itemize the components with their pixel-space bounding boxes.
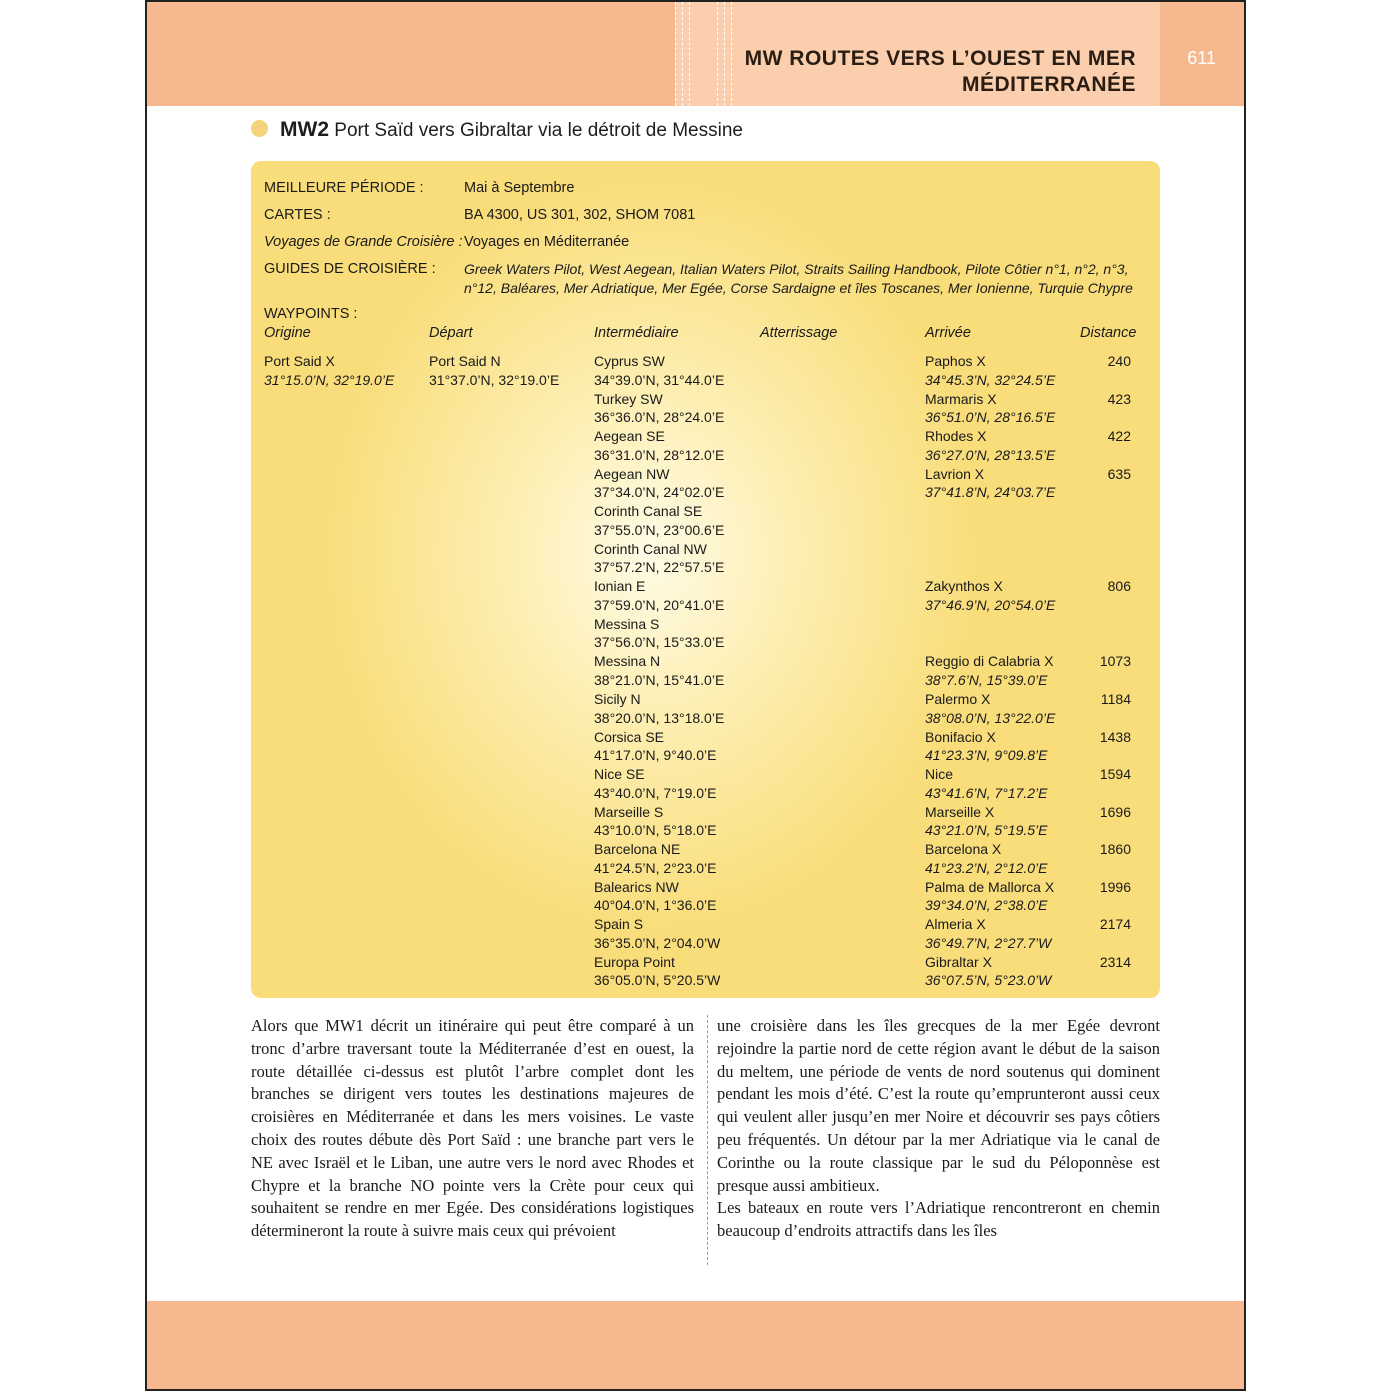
header-decor-line <box>682 2 683 106</box>
intermediate-name: Corinth Canal SE <box>594 503 703 520</box>
footer-band <box>147 1301 1244 1389</box>
arrival-distance: 1860 <box>1099 841 1131 858</box>
arrival-distance: 240 <box>1107 353 1131 369</box>
page-title: MW ROUTES VERS L’OUEST EN MER MÉDITERRANÉE <box>744 47 1136 96</box>
arrival-coord: 38°7.6’N, 15°39.0’E <box>925 672 1048 688</box>
intermediate-coord: 37°57.2’N, 22°57.5’E <box>594 559 725 576</box>
arrival-coord: 36°49.7’N, 2°27.7’W <box>925 934 1052 951</box>
intermediate-name: Spain S <box>594 916 644 933</box>
header-band <box>147 2 1244 106</box>
arrival-coord: 38°08.0’N, 13°22.0’E <box>925 709 1056 726</box>
body-paragraph: Alors que MW1 décrit un itinéraire qui peut être comparé à un tronc d’arbre traversant toute la Méditerranée d’est en ouest, la route détaillée ci-dessus est plutôt l’arbre complet dont les branches se dirigent vers toutes les destinations majeures de croisières en Méditerranée et dans les mers voisines. Le vaste choix des routes débute dès Port Saïd : une branche part vers le NE avec Israël et le Liban, une autre vers le nord avec Rhodes et Chypre et la branche NO pointe vers la Crète pour ceux qui souhaitent se rendre en mer Egée. Des considérations logistiques détermineront la route à suivre mais ceux qui prévoient <box>251 1016 694 1241</box>
arrival-name: Zakynthos X <box>925 578 1003 595</box>
intermediate-name: Messina N <box>594 653 661 670</box>
waypoints-title: WAYPOINTS : <box>264 306 358 322</box>
arrival-coord: 37°41.8’N, 24°03.7’E <box>925 484 1056 501</box>
departure-name: Port Said N <box>429 353 501 369</box>
col-head-arrival: Arrivée <box>925 325 971 341</box>
body-column-left <box>251 1015 694 1243</box>
intermediate-name: Marseille S <box>594 803 664 820</box>
intermediate-name: Barcelona NE <box>594 841 681 858</box>
intermediate-coord: 36°05.0’N, 5°20.5’W <box>594 972 721 989</box>
info-label: CARTES : <box>264 207 331 223</box>
arrival-name: Lavrion X <box>925 465 985 482</box>
intermediate-coord: 36°36.0’N, 28°24.0’E <box>594 409 725 426</box>
info-value: Voyages en Méditerranée <box>464 234 630 250</box>
intermediate-name: Sicily N <box>594 690 641 707</box>
arrival-name: Bonifacio X <box>925 728 996 745</box>
route-code: MW2 <box>280 118 329 141</box>
route-heading <box>251 118 743 142</box>
arrival-coord: 41°23.3’N, 9°09.8’E <box>925 747 1048 764</box>
intermediate-coord: 40°04.0’N, 1°36.0’E <box>594 897 717 914</box>
page-number: 611 <box>1187 48 1216 68</box>
arrival-distance: 423 <box>1107 390 1131 407</box>
arrival-coord: 36°07.5’N, 5°23.0’W <box>925 972 1052 989</box>
col-head-intermediate: Intermédiaire <box>594 325 679 341</box>
route-title: Port Saïd vers Gibraltar via le détroit de Messine <box>334 120 743 141</box>
intermediate-name: Aegean SE <box>594 428 665 445</box>
body-paragraph: Les bateaux en route vers l’Adriatique rencontreront en chemin beaucoup d’endroits attractifs dans les îles <box>717 1198 1160 1241</box>
info-label: Voyages de Grande Croisière : <box>264 234 463 250</box>
info-label: GUIDES DE CROISIÈRE : <box>264 261 436 277</box>
column-divider <box>707 1015 708 1265</box>
header-decor-line <box>675 2 676 106</box>
intermediate-coord: 41°17.0’N, 9°40.0’E <box>594 747 717 764</box>
arrival-distance: 806 <box>1107 578 1131 595</box>
arrival-distance: 422 <box>1107 428 1131 445</box>
arrival-name: Paphos X <box>925 353 986 369</box>
departure-coord: 31°37.0’N, 32°19.0’E <box>429 372 560 388</box>
intermediate-name: Aegean NW <box>594 465 670 482</box>
arrival-distance: 1996 <box>1099 878 1131 895</box>
arrival-name: Reggio di Calabria X <box>925 653 1054 670</box>
arrival-name: Palma de Mallorca X <box>925 878 1055 895</box>
intermediate-coord: 37°34.0’N, 24°02.0’E <box>594 484 725 501</box>
arrival-name: Palermo X <box>925 690 991 707</box>
arrival-coord: 43°21.0’N, 5°19.5’E <box>925 822 1048 839</box>
arrival-coord: 36°27.0’N, 28°13.5’E <box>925 446 1056 463</box>
arrival-name: Almeria X <box>925 916 986 933</box>
intermediate-name: Ionian E <box>594 578 646 595</box>
origin-coord: 31°15.0’N, 32°19.0’E <box>264 372 395 388</box>
arrival-distance: 1696 <box>1099 803 1131 820</box>
intermediate-coord: 41°24.5’N, 2°23.0’E <box>594 859 717 876</box>
intermediate-coord: 37°56.0’N, 15°33.0’E <box>594 634 725 651</box>
arrival-distance: 1073 <box>1099 653 1131 670</box>
arrival-distance: 2314 <box>1099 953 1131 970</box>
arrival-name: Gibraltar X <box>925 953 992 970</box>
intermediate-coord: 37°59.0’N, 20°41.0’E <box>594 596 725 613</box>
col-head-origin: Origine <box>264 325 311 341</box>
arrival-distance: 2174 <box>1099 916 1131 933</box>
intermediate-name: Nice SE <box>594 766 645 783</box>
intermediate-name: Europa Point <box>594 953 675 970</box>
intermediate-name: Corinth Canal NW <box>594 540 707 557</box>
body-paragraph: une croisière dans les îles grecques de la mer Egée devront rejoindre la partie nord de cette région avant le début de la saison du meltem, une période de vents de nord soutenus qui dominent pendant les mois d’été. C’est la route qu’emprunteront aussi ceux qui veulent aller jusqu’en mer Noire et découvrir ses pays côtiers peu fréquentés. Un détour par la mer Adriatique via le canal de Corinthe ou la route classique par le sud du Péloponnèse est presque aussi ambitieux. <box>717 1016 1160 1195</box>
arrival-distance: 1438 <box>1099 728 1131 745</box>
route-info-box <box>251 161 1160 998</box>
arrival-coord: 39°34.0’N, 2°38.0’E <box>925 897 1048 914</box>
col-head-departure: Départ <box>429 325 473 341</box>
intermediate-name: Corsica SE <box>594 728 665 745</box>
intermediate-name: Messina S <box>594 615 660 632</box>
arrival-coord: 36°51.0’N, 28°16.5’E <box>925 409 1056 426</box>
intermediate-coord: 43°10.0’N, 5°18.0’E <box>594 822 717 839</box>
arrival-coord: 37°46.9’N, 20°54.0’E <box>925 596 1056 613</box>
arrival-name: Marseille X <box>925 803 995 820</box>
info-value: Greek Waters Pilot, West Aegean, Italian Waters Pilot, Straits Sailing Handbook, Pilote Côtier n°1, n°2, n°3, n°12, Baléares, Mer Adriatique, Mer Egée, Corse Sardaigne et îles Toscanes, Mer Ionienne, Turquie Chypre <box>464 261 1133 296</box>
col-head-landfall: Atterrissage <box>760 325 838 341</box>
arrival-name: Marmaris X <box>925 390 997 407</box>
arrival-name: Barcelona X <box>925 841 1002 858</box>
col-head-distance: Distance <box>1080 325 1137 341</box>
header-decor-line <box>689 2 690 106</box>
intermediate-coord: 34°39.0’N, 31°44.0’E <box>594 371 725 388</box>
intermediate-coord: 37°55.0’N, 23°00.6’E <box>594 521 725 538</box>
intermediate-name: Turkey SW <box>594 390 663 407</box>
arrival-name: Nice <box>925 766 954 783</box>
arrival-coord: 34°45.3’N, 32°24.5’E <box>925 371 1056 388</box>
intermediate-coord: 36°35.0’N, 2°04.0’W <box>594 934 721 951</box>
arrival-distance: 1594 <box>1099 766 1131 783</box>
arrival-distance: 1184 <box>1100 690 1131 707</box>
intermediate-coord: 43°40.0’N, 7°19.0’E <box>594 784 717 801</box>
intermediate-coord: 38°20.0’N, 13°18.0’E <box>594 709 725 726</box>
arrival-coord: 41°23.2’N, 2°12.0’E <box>925 859 1048 876</box>
bullet-dot-icon <box>251 120 268 137</box>
page <box>145 0 1246 1391</box>
intermediate-name: Cyprus SW <box>594 353 665 369</box>
intermediate-coord: 38°21.0’N, 15°41.0’E <box>594 672 725 688</box>
info-value: Mai à Septembre <box>464 180 575 196</box>
intermediate-name: Balearics NW <box>594 878 679 895</box>
info-value: BA 4300, US 301, 302, SHOM 7081 <box>464 207 696 223</box>
arrival-name: Rhodes X <box>925 428 987 445</box>
info-label: MEILLEURE PÉRIODE : <box>264 180 424 196</box>
body-column-right <box>717 1015 1160 1243</box>
arrival-distance: 635 <box>1107 465 1131 482</box>
arrival-coord: 43°41.6’N, 7°17.2’E <box>925 784 1048 801</box>
intermediate-coord: 36°31.0’N, 28°12.0’E <box>594 446 725 463</box>
origin-name: Port Said X <box>264 353 335 369</box>
